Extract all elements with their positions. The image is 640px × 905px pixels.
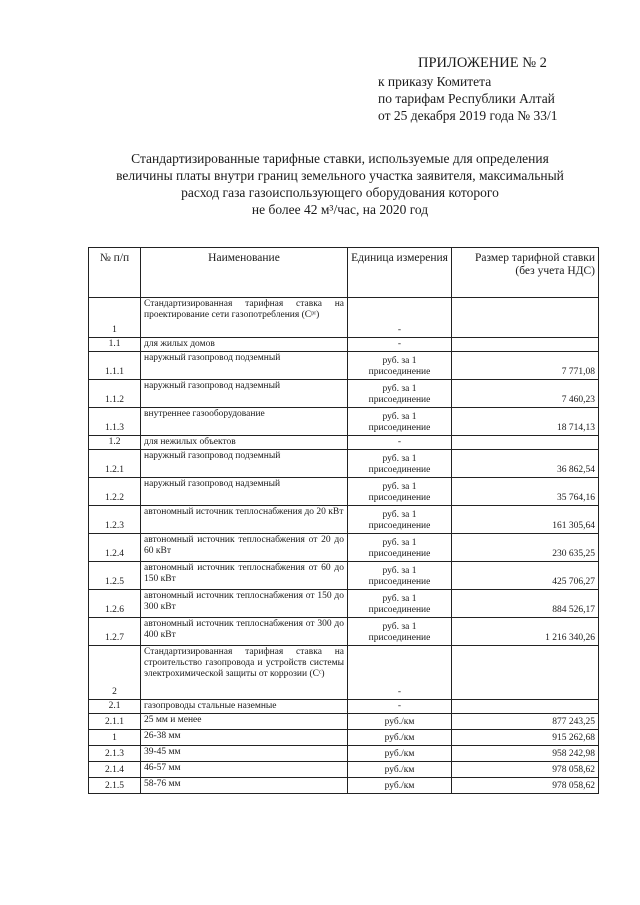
row-name: 39-45 мм <box>141 746 348 762</box>
row-price: 18 714,13 <box>452 408 599 436</box>
row-price: 35 764,16 <box>452 478 599 506</box>
row-name: наружный газопровод надземный <box>141 478 348 506</box>
row-price: 915 262,68 <box>452 730 599 746</box>
row-name: автономный источник теплоснабжения до 20 кВт <box>141 506 348 534</box>
row-price <box>452 298 599 338</box>
row-number: 1.2.3 <box>89 506 141 534</box>
row-price: 425 706,27 <box>452 562 599 590</box>
row-price: 978 058,62 <box>452 762 599 778</box>
table-row <box>89 534 599 562</box>
row-unit: руб. за 1 присоединение <box>348 478 452 506</box>
table-row <box>89 590 599 618</box>
row-name: наружный газопровод подземный <box>141 450 348 478</box>
table-row <box>89 714 599 730</box>
appendix-header <box>378 55 628 124</box>
table-row <box>89 408 599 436</box>
row-price: 884 526,17 <box>452 590 599 618</box>
row-name: автономный источник теплоснабжения от 60 до 150 кВт <box>141 562 348 590</box>
row-unit: - <box>348 338 452 352</box>
row-unit: - <box>348 646 452 700</box>
row-unit: руб./км <box>348 778 452 794</box>
table-row <box>89 762 599 778</box>
row-name: для жилых домов <box>141 338 348 352</box>
row-unit: руб./км <box>348 762 452 778</box>
table-row <box>89 478 599 506</box>
row-price: 1 216 340,26 <box>452 618 599 646</box>
row-number: 1.2 <box>89 436 141 450</box>
table-row <box>89 746 599 762</box>
tariff-table <box>88 247 599 794</box>
table-header-row <box>89 248 599 298</box>
row-number: 1.1 <box>89 338 141 352</box>
row-unit: руб. за 1 присоединение <box>348 590 452 618</box>
row-price: 978 058,62 <box>452 778 599 794</box>
table-row <box>89 562 599 590</box>
appendix-line-date: от 25 декабря 2019 года № 33/1 <box>378 108 558 123</box>
table-row <box>89 700 599 714</box>
row-unit: руб. за 1 присоединение <box>348 450 452 478</box>
row-name: наружный газопровод подземный <box>141 352 348 380</box>
appendix-line-committee: по тарифам Республики Алтай <box>378 91 555 106</box>
header-num: № п/п <box>89 248 141 298</box>
table-row <box>89 380 599 408</box>
document-title <box>90 150 590 218</box>
table-row <box>89 436 599 450</box>
row-unit: руб./км <box>348 730 452 746</box>
row-unit: руб./км <box>348 746 452 762</box>
row-unit: - <box>348 700 452 714</box>
title-line-4: не более 42 м³/час, на 2020 год <box>251 202 429 217</box>
row-unit: руб. за 1 присоединение <box>348 352 452 380</box>
row-unit: руб. за 1 присоединение <box>348 534 452 562</box>
row-name: 26-38 мм <box>141 730 348 746</box>
row-name: наружный газопровод надземный <box>141 380 348 408</box>
row-number: 1.1.1 <box>89 352 141 380</box>
row-number: 1.2.1 <box>89 450 141 478</box>
row-number: 2.1.3 <box>89 746 141 762</box>
row-name: 46-57 мм <box>141 762 348 778</box>
row-price: 958 242,98 <box>452 746 599 762</box>
table-row <box>89 506 599 534</box>
appendix-line-order: к приказу Комитета <box>378 74 492 89</box>
row-price: 36 862,54 <box>452 450 599 478</box>
header-unit: Единица измерения <box>348 248 452 298</box>
row-unit: руб. за 1 присоединение <box>348 380 452 408</box>
table-row <box>89 730 599 746</box>
row-number: 1.2.5 <box>89 562 141 590</box>
title-line-3: расход газа газоиспользующего оборудования которого <box>181 185 499 200</box>
row-name: автономный источник теплоснабжения от 20 до 60 кВт <box>141 534 348 562</box>
row-name: 58-76 мм <box>141 778 348 794</box>
row-name: газопроводы стальные наземные <box>141 700 348 714</box>
row-unit: - <box>348 436 452 450</box>
header-price: Размер тарифной ставки (без учета НДС) <box>452 248 599 298</box>
row-number: 2.1.1 <box>89 714 141 730</box>
table-row <box>89 352 599 380</box>
row-number: 1.2.4 <box>89 534 141 562</box>
row-name: Стандартизированная тарифная ставка на проектирование сети газопотребления (Сᵖʳ) <box>141 298 348 338</box>
row-unit: руб. за 1 присоединение <box>348 408 452 436</box>
row-number: 1 <box>89 730 141 746</box>
row-number: 1.1.3 <box>89 408 141 436</box>
row-price <box>452 436 599 450</box>
row-number: 2.1.5 <box>89 778 141 794</box>
table-row <box>89 298 599 338</box>
row-name: автономный источник теплоснабжения от 300 до 400 кВт <box>141 618 348 646</box>
row-name: Стандартизированная тарифная ставка на строительство газопровода и устройств системы электрохимической защиты от коррозии (Сᶜ) <box>141 646 348 700</box>
table-row <box>89 778 599 794</box>
row-number: 2.1.4 <box>89 762 141 778</box>
row-price: 161 305,64 <box>452 506 599 534</box>
row-name: 25 мм и менее <box>141 714 348 730</box>
row-number: 2.1 <box>89 700 141 714</box>
row-price: 7 460,23 <box>452 380 599 408</box>
title-line-1: Стандартизированные тарифные ставки, используемые для определения <box>131 151 549 166</box>
row-unit: - <box>348 298 452 338</box>
row-number: 2 <box>89 646 141 700</box>
row-number: 1.2.2 <box>89 478 141 506</box>
table-row <box>89 338 599 352</box>
row-number: 1.1.2 <box>89 380 141 408</box>
header-name: Наименование <box>141 248 348 298</box>
row-name: автономный источник теплоснабжения от 150 до 300 кВт <box>141 590 348 618</box>
row-name: внутреннее газооборудование <box>141 408 348 436</box>
row-price: 230 635,25 <box>452 534 599 562</box>
row-price: 7 771,08 <box>452 352 599 380</box>
row-number: 1.2.7 <box>89 618 141 646</box>
row-price <box>452 646 599 700</box>
row-number: 1.2.6 <box>89 590 141 618</box>
row-unit: руб. за 1 присоединение <box>348 506 452 534</box>
row-number: 1 <box>89 298 141 338</box>
table-row <box>89 618 599 646</box>
appendix-title: ПРИЛОЖЕНИЕ № 2 <box>418 55 547 71</box>
row-price: 877 243,25 <box>452 714 599 730</box>
row-price <box>452 338 599 352</box>
row-unit: руб./км <box>348 714 452 730</box>
title-line-2: величины платы внутри границ земельного участка заявителя, максимальный <box>116 168 564 183</box>
row-unit: руб. за 1 присоединение <box>348 618 452 646</box>
row-price <box>452 700 599 714</box>
row-name: для нежилых объектов <box>141 436 348 450</box>
row-unit: руб. за 1 присоединение <box>348 562 452 590</box>
table-row <box>89 450 599 478</box>
table-row <box>89 646 599 700</box>
